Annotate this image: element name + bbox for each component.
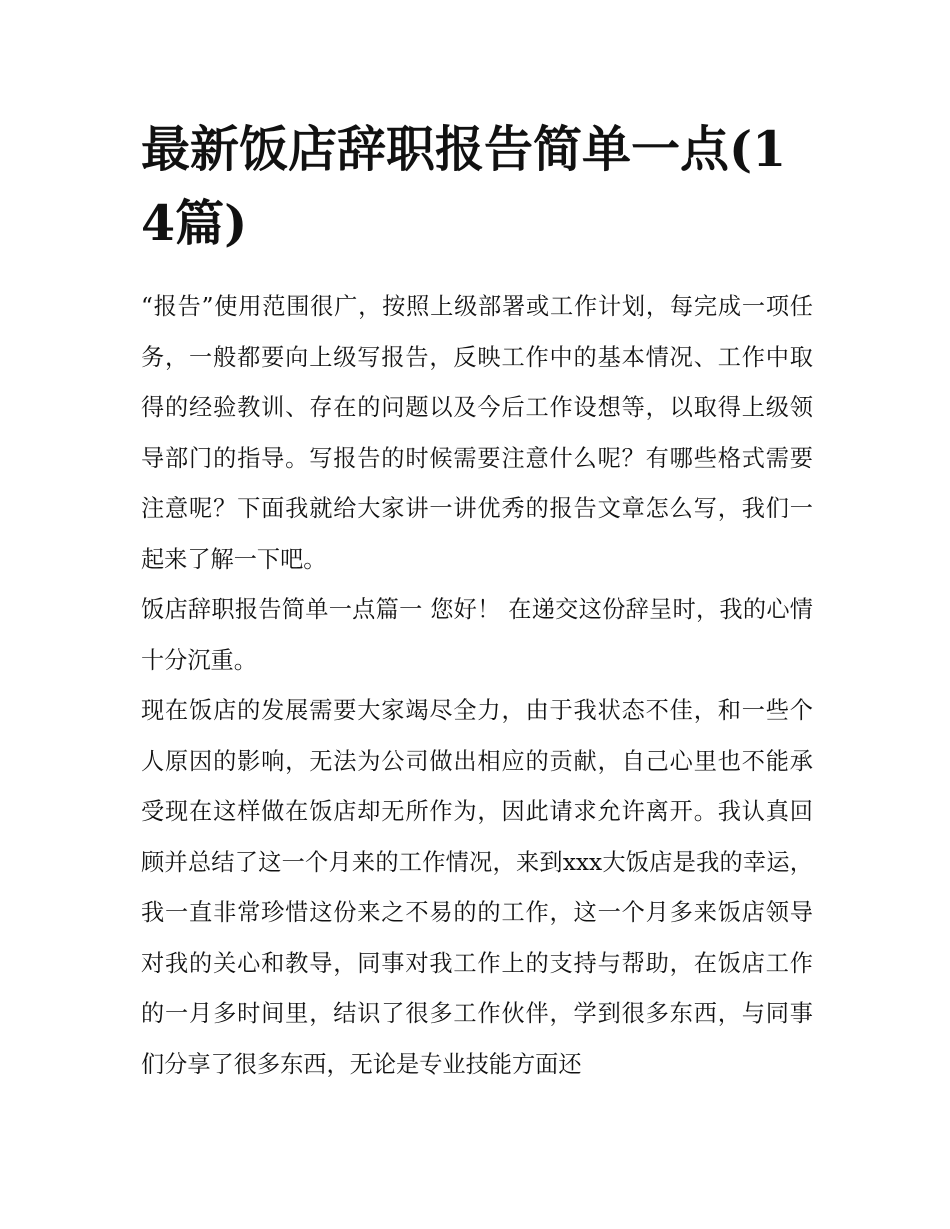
letter-body-paragraph: 现在饭店的发展需要大家竭尽全力，由于我状态不佳，和一些个人原因的影响，无法为公司做出相应的贡献，自己心里也不能承受现在这样做在饭店却无所作为，因此请求允许离开。我认真回顾并总结了这一个月来的工作情况，来到xxx大饭店是我的幸运，我一直非常珍惜这份来之不易的的工作，这一个月多来饭店领导对我的关心和教导，同事对我工作上的支持与帮助，在饭店工作的一月多时间里，结识了很多工作伙伴，学到很多东西，与同事们分享了很多东西，无论是专业技能方面还 [141,697,813,1078]
document-body [141,112,813,1090]
letter-opening-paragraph: 饭店辞职报告简单一点篇一 您好！ 在递交这份辞呈时，我的心情十分沉重。 [141,596,813,674]
document-title: 最新饭店辞职报告简单一点(14篇) [141,120,787,252]
intro-paragraph: “报告”使用范围很广，按照上级部署或工作计划，每完成一项任务，一般都要向上级写报告，反映工作中的基本情况、工作中取得的经验教训、存在的问题以及今后工作设想等，以取得上级领导部门的指导。写报告的时候需要注意什么呢？有哪些格式需要注意呢？下面我就给大家讲一讲优秀的报告文章怎么写，我们一起来了解一下吧。 [141,293,813,573]
